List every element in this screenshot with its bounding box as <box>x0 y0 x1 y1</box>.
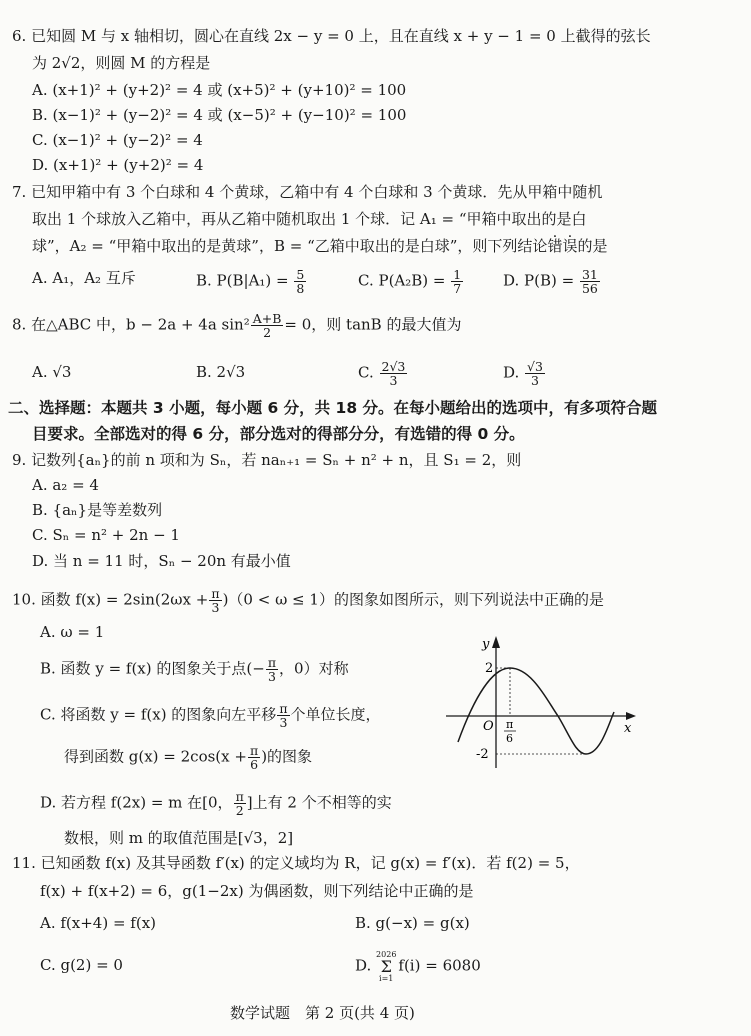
q10-stem: 10. 函数 f(x) = 2sin(2ωx + $\frac{\pi}{3}$ )（0 < ω ≤ 1）的图象如图所示，则下列说法中正确的是 <box>12 586 604 615</box>
y-label: y <box>482 637 490 652</box>
q9-stem: 9. 记数列{aₙ}的前 n 项和为 Sₙ，若 naₙ₊₁ = Sₙ + n² + n，且 S₁ = 2，则 <box>12 451 522 469</box>
q9-option-a: A. a₂ = 4 <box>32 476 99 494</box>
q10-option-d-line2: 数根，则 m 的取值范围是[√3，2] <box>64 829 294 847</box>
max-label: 2 <box>485 661 494 676</box>
q7-option-a: A. A₁，A₂ 互斥 <box>32 269 136 287</box>
q8-option-b: B. 2√3 <box>196 363 246 381</box>
x-label: x <box>624 721 632 736</box>
tick-label-den: 6 <box>506 732 513 745</box>
q9-option-d: D. 当 n = 11 时，Sₙ − 20n 有最小值 <box>32 552 291 570</box>
origin-label: O <box>483 719 494 734</box>
x-axis-arrow <box>626 712 636 720</box>
y-axis-arrow <box>492 636 500 648</box>
q7-option-d: D. P(B) = $\frac{31}{56}$ <box>503 267 598 296</box>
q6-stem-line2: 为 2√2，则圆 M 的方程是 <box>32 54 211 72</box>
sigma-symbol: 2026 Σ i=1 <box>376 950 397 983</box>
section-2-heading-line1: 二、选择题：本题共 3 小题，每小题 6 分，共 18 分。在每小题给出的选项中，有多项符合题 <box>8 399 658 417</box>
q11-stem-line2: f(x) + f(x+2) = 6，g(1−2x) 为偶函数，则下列结论中正确的是 <box>40 882 474 900</box>
q7-stem-line1: 7. 已知甲箱中有 3 个白球和 4 个黄球，乙箱中有 4 个白球和 3 个黄球．先从甲箱中随机 <box>12 183 603 201</box>
q10-option-c-line2: 得到函数 g(x) = 2cos(x + $\frac{\pi}{6}$ )的图象 <box>64 743 313 772</box>
sine-graph <box>440 632 640 772</box>
q6-option-c: C. (x−1)² + (y−2)² = 4 <box>32 131 203 149</box>
q7-stem-line3: 球”，A₂ = “甲箱中取出的是黄球”，B = “乙箱中取出的是白球”，则下列结论错误的是 <box>32 237 608 255</box>
min-label: -2 <box>476 747 489 762</box>
q11-stem-line1: 11. 已知函数 f(x) 及其导函数 f′(x) 的定义域均为 R，记 g(x) = f′(x)．若 f(2) = 5， <box>12 854 580 872</box>
sine-curve <box>458 668 614 754</box>
q11-option-a: A. f(x+4) = f(x) <box>40 914 157 932</box>
q11-option-b: B. g(−x) = g(x) <box>355 914 470 932</box>
q6-option-a: A. (x+1)² + (y+2)² = 4 或 (x+5)² + (y+10)² = 100 <box>32 81 407 99</box>
page-footer: 数学试题 第 2 页(共 4 页) <box>230 1004 415 1022</box>
q9-option-c: C. Sₙ = n² + 2n − 1 <box>32 526 180 544</box>
emphasis-char: 错 <box>547 237 563 255</box>
q10-option-d-line1: D. 若方程 f(2x) = m 在[0， $\frac{\pi}{2}$ ]上有 2 个不相等的实 <box>40 789 392 818</box>
q8-option-a: A. √3 <box>32 363 72 381</box>
q6-option-d: D. (x+1)² + (y+2)² = 4 <box>32 156 204 174</box>
emphasis-char: 误 <box>562 237 578 255</box>
tick-label-num: π <box>506 718 514 731</box>
q10-option-b: B. 函数 y = f(x) 的图象关于点(− $\frac{\pi}{3}$ ，0）对称 <box>40 655 349 684</box>
q8-option-d: D. $\frac{√3}{3}$ <box>503 359 543 388</box>
q8-option-c: C. $\frac{2√3}{3}$ <box>358 359 406 388</box>
q11-option-c: C. g(2) = 0 <box>40 956 123 974</box>
section-2-heading-line2: 目要求。全部选对的得 6 分，部分选对的得部分分，有选错的得 0 分。 <box>32 425 525 443</box>
q11-option-d: D. 2026 Σ i=1f(i) = 6080 <box>355 950 481 983</box>
q10-option-a: A. ω = 1 <box>40 623 105 641</box>
q6-stem-line1: 6. 已知圆 M 与 x 轴相切，圆心在直线 2x − y = 0 上，且在直线 x + y − 1 = 0 上截得的弦长 <box>12 27 651 45</box>
q9-option-b: B. {aₙ}是等差数列 <box>32 501 163 519</box>
q7-option-b: B. P(B|A₁) = $\frac{5}{8}$ <box>196 267 305 296</box>
q8-stem: 8. 在△ABC 中，b − 2a + 4a sin² $\frac{A+B}{2}$ = 0，则 tanB 的最大值为 <box>12 311 462 340</box>
q10-option-c-line1: C. 将函数 y = f(x) 的图象向左平移 $\frac{\pi}{3}$ 个单位长度， <box>40 701 381 730</box>
q6-option-b: B. (x−1)² + (y−2)² = 4 或 (x−5)² + (y−10)² = 100 <box>32 106 407 124</box>
q7-option-c: C. P(A₂B) = $\frac{1}{7}$ <box>358 267 462 296</box>
q7-stem-line2: 取出 1 个球放入乙箱中，再从乙箱中随机取出 1 个球．记 A₁ = “甲箱中取出的是白 <box>32 210 587 228</box>
